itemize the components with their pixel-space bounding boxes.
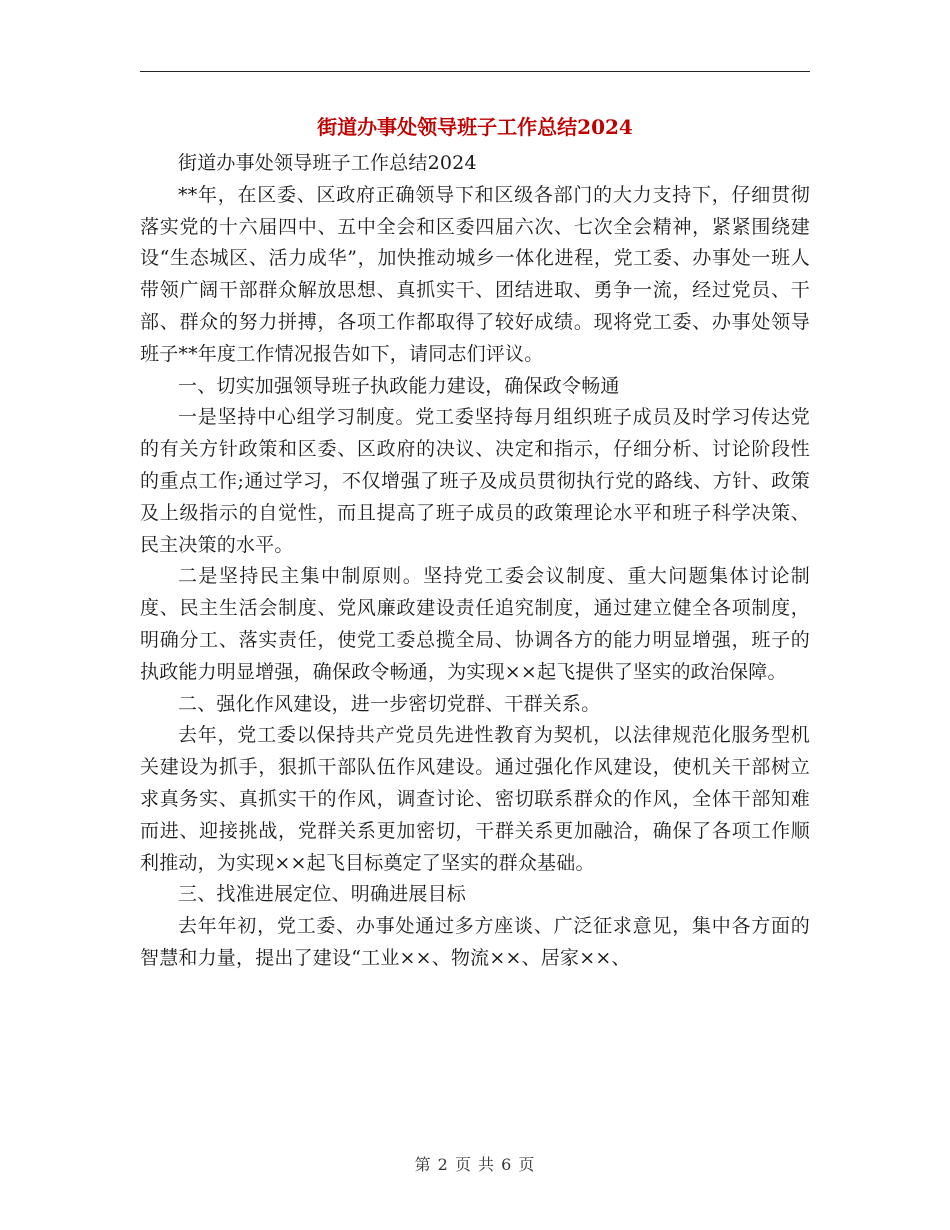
- paragraph: 一是坚持中心组学习制度。党工委坚持每月组织班子成员及时学习传达党的有关方针政策和区委、区政府的决议、决定和指示，仔细分析、讨论阶段性的重点工作;通过学习，不仅增强了班子及成员贯彻执行党的路线、方针、政策及上级指示的自觉性，而且提高了班子成员的政策理论水平和班子科学决策、民主决策的水平。: [140, 406, 810, 556]
- section-heading-2: 二、强化作风建设，进一步密切党群、干群关系。: [178, 692, 601, 715]
- paragraph: 去年，党工委以保持共产党员先进性教育为契机，以法律规范化服务型机关建设为抓手，狠抓干部队伍作风建设。通过强化作风建设，使机关干部树立求真务实、真抓实干的作风，调查讨论、密切联系群众的作风，全体干部知难而进、迎接挑战，党群关系更加密切，干群关系更加融洽，确保了各项工作顺利推动，为实现××起飞目标奠定了坚实的群众基础。: [140, 724, 810, 874]
- section-heading-3: 三、找准进展定位、明确进展目标: [178, 883, 467, 906]
- section-heading-1: 一、切实加强领导班子执政能力建设，确保政令畅通: [178, 374, 620, 397]
- page-number: 第 2 页 共 6 页: [414, 1155, 536, 1174]
- document-body: [140, 148, 810, 975]
- paragraph: 去年年初，党工委、办事处通过多方座谈、广泛征求意见，集中各方面的智慧和力量，提出了建设“工业××、物流××、居家××、: [140, 915, 810, 969]
- paragraph-intro: **年，在区委、区政府正确领导下和区级各部门的大力支持下，仔细贯彻落实党的十六届四中、五中全会和区委四届六次、七次全会精神，紧紧围绕建设“生态城区、活力成华”，加快推动城乡一体化进程，党工委、办事处一班人带领广阔干部群众解放思想、真抓实干、团结进取、勇争一流，经过党员、干部、群众的努力拼搏，各项工作都取得了较好成绩。现将党工委、办事处领导班子**年度工作情况报告如下，请同志们评议。: [140, 183, 810, 365]
- header-rule: [140, 71, 810, 72]
- document-title: 街道办事处领导班子工作总结2024: [317, 115, 633, 139]
- paragraph: 二是坚持民主集中制原则。坚持党工委会议制度、重大问题集体讨论制度、民主生活会制度、党风廉政建设责任追究制度，通过建立健全各项制度，明确分工、落实责任，使党工委总揽全局、协调各方的能力明显增强，班子的执政能力明显增强，确保政令畅通，为实现××起飞提供了坚实的政治保障。: [140, 565, 810, 683]
- paragraph-subtitle: 街道办事处领导班子工作总结2024: [178, 152, 477, 174]
